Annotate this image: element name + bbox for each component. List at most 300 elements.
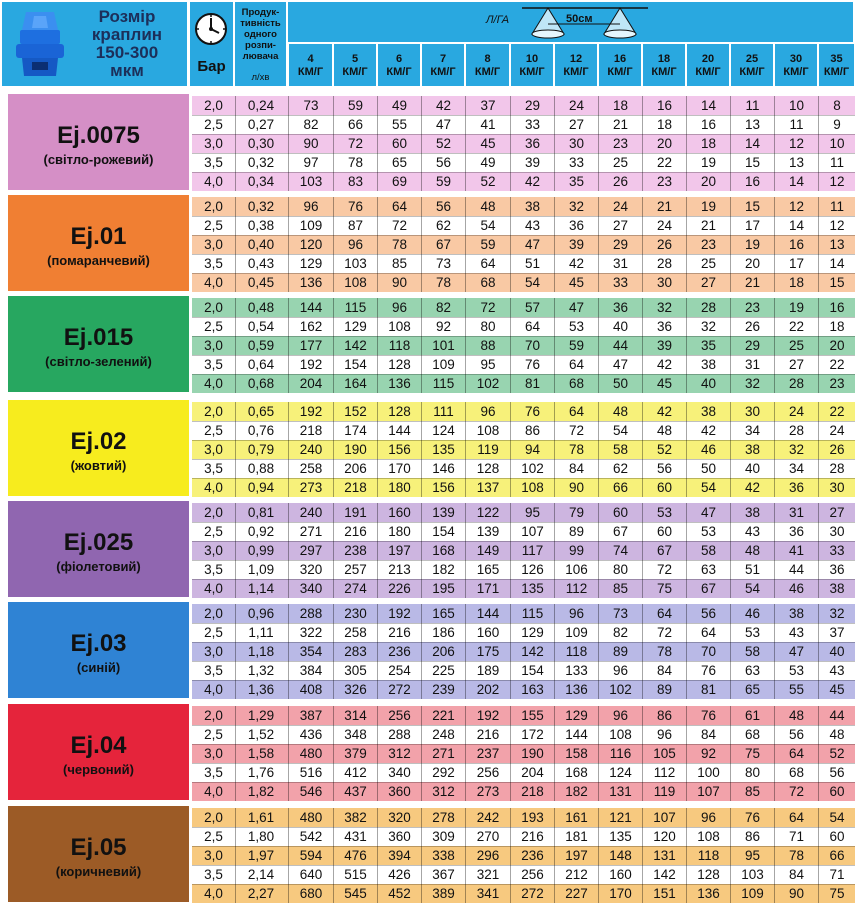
- rate-cell: 48: [642, 421, 686, 440]
- table-row: [192, 402, 855, 421]
- rate-cell: 26: [598, 172, 642, 191]
- rate-cell: 66: [598, 478, 642, 497]
- rate-cell: 54: [510, 273, 554, 292]
- pressure-cell: 3,5: [204, 867, 223, 882]
- row-divider: [192, 782, 855, 783]
- flow-cell: 0,32: [235, 197, 286, 216]
- nozzle-block: [0, 193, 855, 293]
- rate-cell: 38: [686, 402, 730, 421]
- size-title-line: Розмір: [98, 7, 156, 26]
- rate-cell: 54: [730, 579, 774, 598]
- rate-cell: 17: [730, 216, 774, 235]
- rate-cell: 197: [554, 846, 598, 865]
- nozzle-label: [8, 501, 189, 597]
- rate-cell: 195: [421, 579, 465, 598]
- rate-cell: 16: [642, 96, 686, 115]
- rate-cell: 96: [686, 808, 730, 827]
- rate-cell: 156: [421, 478, 465, 497]
- rate-cell: 29: [730, 336, 774, 355]
- speed-unit: КМ/Г: [519, 66, 545, 78]
- rate-cell: 40: [598, 317, 642, 336]
- rate-cell: 42: [686, 421, 730, 440]
- nozzle-code: Ej.03: [70, 630, 127, 657]
- rate-cell: 60: [818, 827, 855, 846]
- flow-cell: 0,43: [235, 254, 286, 273]
- rate-cell: 426: [377, 865, 421, 884]
- speed-value: 6: [395, 53, 403, 65]
- speed-unit: КМ/Г: [739, 66, 765, 78]
- speed-unit: КМ/Г: [823, 66, 850, 78]
- rate-cell: 56: [421, 153, 465, 172]
- nozzle-color-name: (фіолетовий): [56, 559, 141, 574]
- rate-cell: 70: [510, 336, 554, 355]
- rate-cell: 111: [421, 402, 465, 421]
- rate-cell: 96: [288, 197, 333, 216]
- rate-cell: 297: [288, 541, 333, 560]
- rate-cell: 88: [465, 336, 510, 355]
- rate-cell: 151: [642, 884, 686, 903]
- rate-cell: 103: [333, 254, 377, 273]
- rate-cell: 18: [686, 134, 730, 153]
- rate-cell: 273: [465, 782, 510, 801]
- rate-cell: 24: [774, 402, 818, 421]
- speed-unit: КМ/Г: [474, 66, 501, 78]
- rate-cell: 135: [510, 579, 554, 598]
- rate-cell: 193: [510, 808, 554, 827]
- rate-cell: 30: [642, 273, 686, 292]
- rate-cell: 160: [377, 503, 421, 522]
- rate-cell: 92: [421, 317, 465, 336]
- rate-cell: 139: [421, 503, 465, 522]
- rate-cell: 144: [288, 298, 333, 317]
- pressure-cell: 4,0: [204, 581, 223, 596]
- flow-cell: 1,76: [235, 763, 286, 782]
- rate-cell: 18: [642, 115, 686, 134]
- rate-cell: 161: [554, 808, 598, 827]
- rate-cell: 16: [774, 235, 818, 254]
- rate-cell: 95: [465, 355, 510, 374]
- rate-cell: 191: [333, 503, 377, 522]
- rate-cell: 118: [686, 846, 730, 865]
- rate-cell: 84: [554, 459, 598, 478]
- flow-cell: 0,88: [235, 459, 286, 478]
- rate-cell: 21: [730, 273, 774, 292]
- rate-cell: 182: [421, 560, 465, 579]
- row-divider: [192, 459, 855, 460]
- rate-cell: 89: [642, 680, 686, 699]
- row-divider: [192, 440, 855, 441]
- nozzle-code: Ej.015: [63, 324, 134, 351]
- rate-cell: 20: [686, 172, 730, 191]
- rate-cell: 41: [465, 115, 510, 134]
- rate-cell: 338: [421, 846, 465, 865]
- rate-cell: 14: [774, 216, 818, 235]
- rate-cell: 63: [730, 661, 774, 680]
- rate-cell: 44: [774, 560, 818, 579]
- table-row: [192, 134, 855, 153]
- rate-cell: 146: [421, 459, 465, 478]
- row-divider: [192, 680, 855, 681]
- rate-cell: 152: [333, 402, 377, 421]
- rate-cell: 112: [642, 763, 686, 782]
- rate-cell: 64: [554, 355, 598, 374]
- rate-cell: 155: [510, 706, 554, 725]
- rate-cell: 21: [642, 197, 686, 216]
- rate-cell: 28: [774, 421, 818, 440]
- speed-header-cell: [334, 44, 376, 86]
- rate-cell: 42: [421, 96, 465, 115]
- rate-cell: 28: [686, 298, 730, 317]
- rate-cell: 72: [333, 134, 377, 153]
- rate-cell: 256: [510, 865, 554, 884]
- rate-cell: 78: [333, 153, 377, 172]
- rate-cell: 72: [642, 623, 686, 642]
- flow-cell: 0,76: [235, 421, 286, 440]
- rate-cell: 28: [642, 254, 686, 273]
- rate-cell: 238: [333, 541, 377, 560]
- flow-cell: 0,54: [235, 317, 286, 336]
- rate-cell: 163: [510, 680, 554, 699]
- flow-rate-label-line: розпи-: [245, 40, 276, 51]
- pressure-cell: 3,5: [204, 256, 223, 271]
- rate-cell: 38: [510, 197, 554, 216]
- rate-cell: 84: [642, 661, 686, 680]
- rate-cell: 36: [774, 478, 818, 497]
- pressure-cell: 2,5: [204, 423, 223, 438]
- rate-cell: 96: [333, 235, 377, 254]
- rate-cell: 216: [377, 623, 421, 642]
- rate-cell: 516: [288, 763, 333, 782]
- rate-cell: 31: [598, 254, 642, 273]
- speed-value: 7: [439, 53, 447, 65]
- speed-value: 25: [745, 53, 759, 65]
- rate-cell: 67: [642, 541, 686, 560]
- rate-cell: 95: [730, 846, 774, 865]
- rate-cell: 28: [774, 374, 818, 393]
- rate-cell: 14: [730, 134, 774, 153]
- rate-cell: 75: [818, 884, 855, 903]
- flow-cell: 0,40: [235, 235, 286, 254]
- flow-cell: 0,64: [235, 355, 286, 374]
- rate-cell: 78: [774, 846, 818, 865]
- rate-cell: 19: [730, 235, 774, 254]
- rate-cell: 96: [377, 298, 421, 317]
- rate-cell: 258: [333, 623, 377, 642]
- rate-cell: 124: [598, 763, 642, 782]
- rate-cell: 32: [730, 374, 774, 393]
- rate-cell: 34: [730, 421, 774, 440]
- table-row: [192, 374, 855, 393]
- flow-cell: 1,14: [235, 579, 286, 598]
- flow-cell: 0,94: [235, 478, 286, 497]
- nozzle-code: Ej.04: [70, 732, 127, 759]
- rate-cell: 248: [421, 725, 465, 744]
- rate-cell: 341: [465, 884, 510, 903]
- rate-cell: 86: [730, 827, 774, 846]
- rate-cell: 23: [730, 298, 774, 317]
- table-row: [192, 865, 855, 884]
- rate-cell: 408: [288, 680, 333, 699]
- rate-cell: 320: [288, 560, 333, 579]
- rate-cell: 73: [598, 604, 642, 623]
- rate-cell: 202: [465, 680, 510, 699]
- row-divider: [192, 623, 855, 624]
- rate-cell: 170: [377, 459, 421, 478]
- rate-cell: 85: [598, 579, 642, 598]
- row-divider: [192, 560, 855, 561]
- row-divider: [192, 744, 855, 745]
- rate-cell: 545: [333, 884, 377, 903]
- rate-cell: 382: [333, 808, 377, 827]
- speed-header-cell: [466, 44, 509, 86]
- rate-cell: 542: [288, 827, 333, 846]
- row-divider: [192, 235, 855, 236]
- rate-cell: 19: [774, 298, 818, 317]
- pressure-cell: 3,5: [204, 562, 223, 577]
- rate-cell: 24: [642, 216, 686, 235]
- rate-cell: 75: [642, 579, 686, 598]
- pressure-cell: 3,0: [204, 848, 223, 863]
- rate-cell: 129: [510, 623, 554, 642]
- nozzle-color-name: (жовтий): [70, 458, 127, 473]
- speed-value: 16: [613, 53, 627, 65]
- flow-cell: 1,97: [235, 846, 286, 865]
- rate-cell: 25: [774, 336, 818, 355]
- rate-cell: 90: [288, 134, 333, 153]
- rate-cell: 136: [288, 273, 333, 292]
- rate-cell: 160: [465, 623, 510, 642]
- pressure-cell: 2,0: [204, 300, 223, 315]
- size-title-line: краплин: [91, 25, 163, 44]
- pressure-cell: 3,5: [204, 357, 223, 372]
- rate-cell: 139: [465, 522, 510, 541]
- rate-cell: 84: [686, 725, 730, 744]
- rate-cell: 27: [554, 115, 598, 134]
- rate-cell: 42: [510, 172, 554, 191]
- rate-cell: 212: [554, 865, 598, 884]
- rate-cell: 190: [333, 440, 377, 459]
- rate-cell: 278: [421, 808, 465, 827]
- rate-cell: 257: [333, 560, 377, 579]
- row-divider: [192, 478, 855, 479]
- row-divider: [192, 115, 855, 116]
- rate-cell: 109: [730, 884, 774, 903]
- flow-cell: 1,58: [235, 744, 286, 763]
- speed-value: 20: [701, 53, 715, 65]
- flow-cell: 0,99: [235, 541, 286, 560]
- nozzle-code: Ej.02: [70, 428, 127, 455]
- rate-cell: 108: [510, 478, 554, 497]
- rate-cell: 64: [510, 317, 554, 336]
- rate-cell: 11: [774, 115, 818, 134]
- pressure-cell: 4,0: [204, 480, 223, 495]
- rate-cell: 165: [421, 604, 465, 623]
- rate-cell: 56: [421, 197, 465, 216]
- rate-cell: 115: [510, 604, 554, 623]
- rate-cell: 160: [598, 865, 642, 884]
- pressure-cell: 3,0: [204, 442, 223, 457]
- rate-cell: 108: [333, 273, 377, 292]
- rate-cell: 84: [774, 865, 818, 884]
- rate-cell: 148: [598, 846, 642, 865]
- size-title-line: 150-300: [95, 43, 159, 62]
- rate-cell: 225: [421, 661, 465, 680]
- rate-cell: 379: [333, 744, 377, 763]
- rate-cell: 204: [288, 374, 333, 393]
- row-divider: [192, 273, 855, 274]
- table-row: [192, 298, 855, 317]
- rate-cell: 15: [730, 197, 774, 216]
- table-row: [192, 273, 855, 292]
- rate-cell: 24: [554, 96, 598, 115]
- rate-cell: 37: [818, 623, 855, 642]
- pressure-cell: 2,5: [204, 218, 223, 233]
- rate-cell: 90: [774, 884, 818, 903]
- rate-cell: 108: [465, 421, 510, 440]
- rate-cell: 57: [510, 298, 554, 317]
- rate-cell: 30: [554, 134, 598, 153]
- rate-cell: 213: [377, 560, 421, 579]
- rate-cell: 515: [333, 865, 377, 884]
- rate-cell: 13: [774, 153, 818, 172]
- speed-header-cell: [643, 44, 685, 86]
- rate-cell: 109: [421, 355, 465, 374]
- table-row: [192, 336, 855, 355]
- speed-unit: КМ/Г: [386, 66, 412, 78]
- rate-cell: 367: [421, 865, 465, 884]
- rate-cell: 32: [554, 197, 598, 216]
- rate-cell: 109: [288, 216, 333, 235]
- rate-cell: 230: [333, 604, 377, 623]
- rate-cell: 102: [465, 374, 510, 393]
- rate-cell: 142: [642, 865, 686, 884]
- rate-cell: 13: [730, 115, 774, 134]
- flow-cell: 1,11: [235, 623, 286, 642]
- rate-cell: 129: [333, 317, 377, 336]
- rate-cell: 20: [642, 134, 686, 153]
- nozzle-label: [8, 602, 189, 698]
- flow-cell: 1,80: [235, 827, 286, 846]
- flow-cell: 0,24: [235, 96, 286, 115]
- rate-cell: 312: [377, 744, 421, 763]
- pressure-cell: 3,0: [204, 746, 223, 761]
- speed-value: 4: [307, 53, 314, 65]
- flow-cell: 0,48: [235, 298, 286, 317]
- rate-cell: 216: [510, 827, 554, 846]
- rate-cell: 38: [730, 503, 774, 522]
- flow-cell: 2,14: [235, 865, 286, 884]
- row-divider: [192, 846, 855, 847]
- rate-cell: 36: [510, 134, 554, 153]
- pressure-cell: 3,0: [204, 338, 223, 353]
- rate-cell: 61: [730, 706, 774, 725]
- nozzle-label: [8, 195, 189, 291]
- pressure-cell: 4,0: [204, 376, 223, 391]
- flow-cell: 0,32: [235, 153, 286, 172]
- rate-cell: 131: [598, 782, 642, 801]
- rate-cell: 30: [818, 522, 855, 541]
- rate-cell: 227: [554, 884, 598, 903]
- table-row: [192, 317, 855, 336]
- rate-cell: 174: [333, 421, 377, 440]
- flow-cell: 0,59: [235, 336, 286, 355]
- table-row: [192, 355, 855, 374]
- table-row: [192, 725, 855, 744]
- pressure-cell: 2,5: [204, 524, 223, 539]
- rate-cell: 43: [730, 522, 774, 541]
- pressure-cell: 3,0: [204, 136, 223, 151]
- rate-cell: 94: [510, 440, 554, 459]
- rate-cell: 65: [377, 153, 421, 172]
- rate-cell: 190: [510, 744, 554, 763]
- table-header: [0, 0, 855, 88]
- nozzle-spacing-label: 50см: [566, 13, 593, 25]
- rate-cell: 23: [642, 172, 686, 191]
- rate-cell: 39: [554, 235, 598, 254]
- rate-cell: 221: [421, 706, 465, 725]
- rate-cell: 64: [774, 744, 818, 763]
- row-divider: [192, 216, 855, 217]
- rate-cell: 39: [642, 336, 686, 355]
- rate-cell: 54: [818, 808, 855, 827]
- nozzle-color-name: (коричневий): [55, 864, 142, 879]
- rate-cell: 124: [421, 421, 465, 440]
- rate-cell: 66: [333, 115, 377, 134]
- rate-cell: 29: [510, 96, 554, 115]
- rate-cell: 28: [818, 459, 855, 478]
- row-divider: [192, 153, 855, 154]
- rate-cell: 271: [288, 522, 333, 541]
- rate-cell: 158: [554, 744, 598, 763]
- rate-cell: 97: [288, 153, 333, 172]
- rate-cell: 36: [774, 522, 818, 541]
- rate-cell: 117: [510, 541, 554, 560]
- rate-cell: 18: [774, 273, 818, 292]
- nozzle-code: Ej.05: [70, 834, 127, 861]
- pressure-cell: 2,5: [204, 829, 223, 844]
- nozzle-code: Ej.025: [63, 529, 134, 556]
- rate-cell: 189: [465, 661, 510, 680]
- rate-cell: 36: [554, 216, 598, 235]
- rate-cell: 42: [730, 478, 774, 497]
- flow-rate-header: [235, 2, 286, 86]
- rate-cell: 47: [421, 115, 465, 134]
- rate-cell: 50: [686, 459, 730, 478]
- flow-cell: 1,18: [235, 642, 286, 661]
- rate-cell: 58: [598, 440, 642, 459]
- rate-cell: 149: [465, 541, 510, 560]
- rate-cell: 314: [333, 706, 377, 725]
- nozzle-block: [0, 702, 855, 802]
- rate-cell: 96: [642, 725, 686, 744]
- rate-cell: 96: [554, 604, 598, 623]
- rate-cell: 45: [642, 374, 686, 393]
- rate-cell: 73: [288, 96, 333, 115]
- speed-value: 30: [789, 53, 803, 65]
- rate-cell: 79: [554, 503, 598, 522]
- rate-cell: 54: [598, 421, 642, 440]
- rate-cell: 48: [730, 541, 774, 560]
- rate-cell: 72: [642, 560, 686, 579]
- rate-cell: 431: [333, 827, 377, 846]
- rate-cell: 23: [686, 235, 730, 254]
- rate-cell: 340: [288, 579, 333, 598]
- table-row: [192, 560, 855, 579]
- rate-cell: 480: [288, 808, 333, 827]
- rate-cell: 106: [554, 560, 598, 579]
- rate-cell: 49: [377, 96, 421, 115]
- rate-cell: 107: [642, 808, 686, 827]
